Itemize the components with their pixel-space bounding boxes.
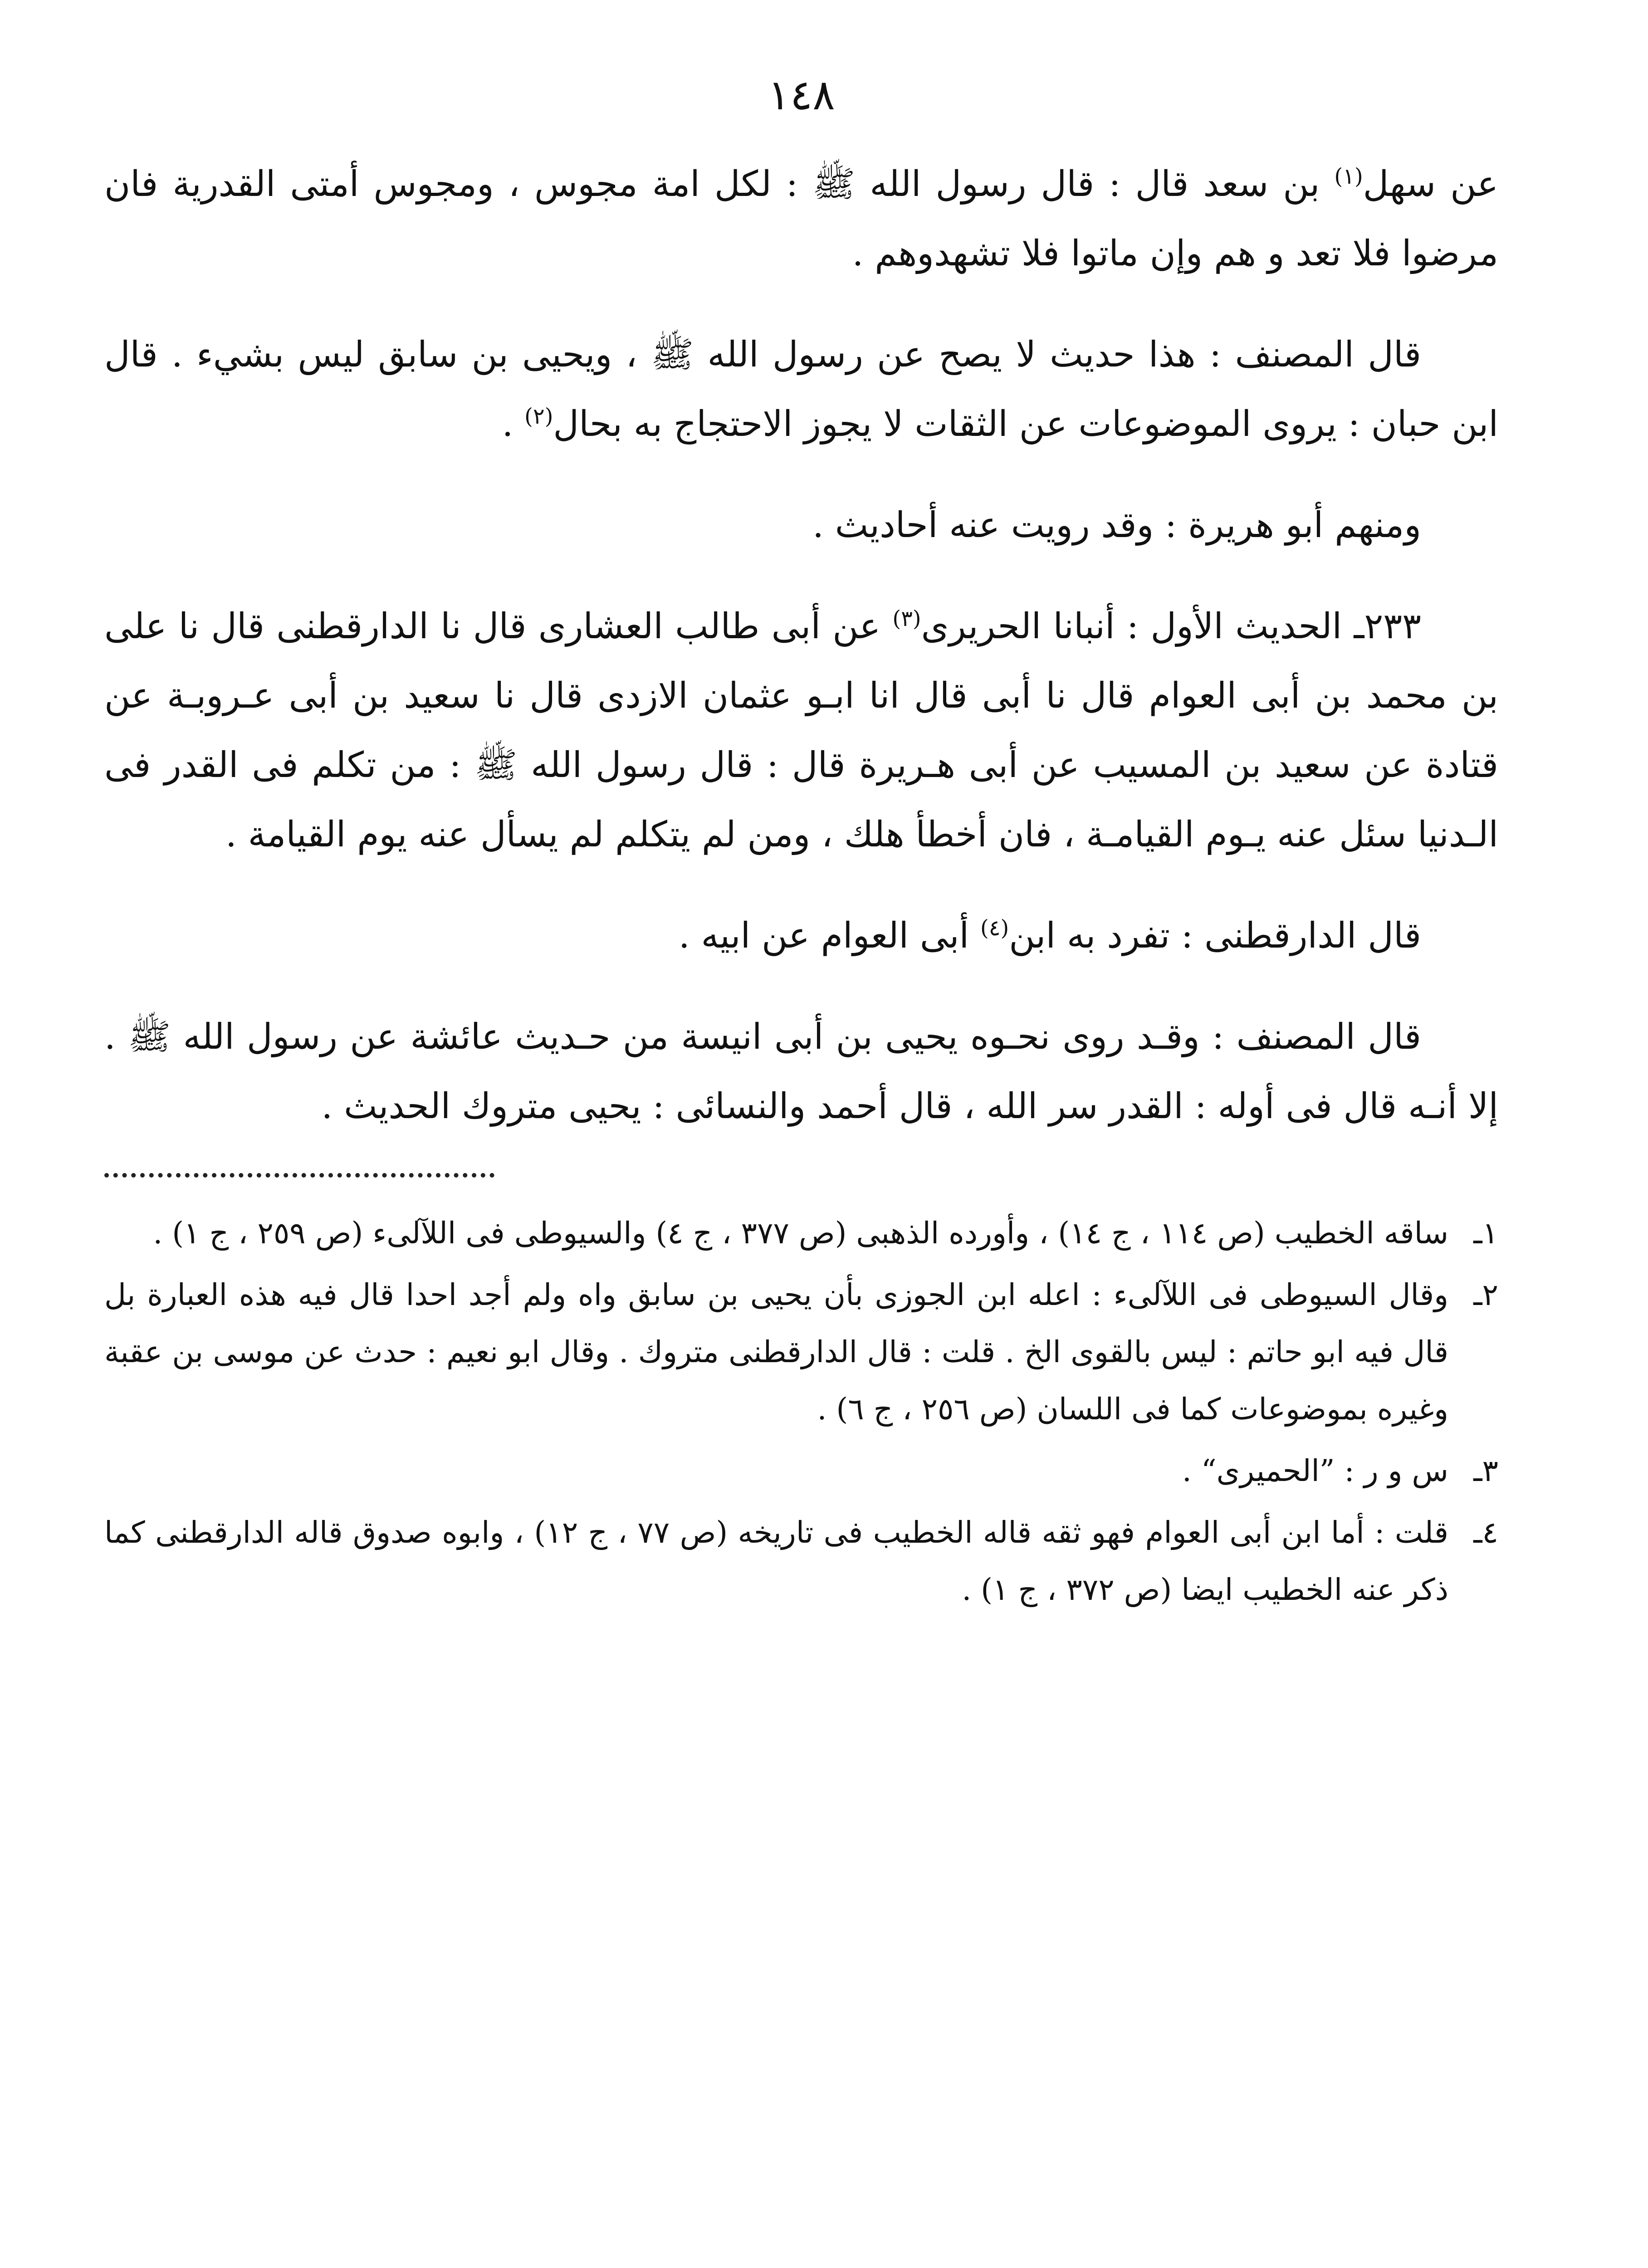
paragraph	[104, 1002, 1498, 1141]
footnote-number: ٣ـ	[1473, 1453, 1498, 1488]
paragraph-text: .	[502, 404, 525, 445]
paragraph-text: قال المصنف : هذا حديث لا يصح عن رسول الله ﷺ ، ويحيى بن سابق ليس بشيء . قال ابن حبان : يروى الموضوعات عن الثقات لا يجوز الاحتجاج به بحال	[104, 334, 1498, 445]
paragraph	[104, 901, 1498, 971]
footnote-item	[104, 1266, 1498, 1438]
paragraph	[104, 491, 1498, 560]
paragraph-text: عن أبى طالب العشارى قال نا الدارقطنى قال نا على بن محمد بن أبى العوام قال نا أبى قال انا ابـو عثمان الازدى قال نا سعيد بن أبى عـروبـة عن قتادة عن سعيد بن المسيب عن أبى هـريرة قال : قال رسول الله ﷺ : من تكلم فى القدر فى الـدنيا سئل عنه يـوم القيامـة ، فان أخطأ هلك ، ومن لم يتكلم لم يسأل عنه يوم القيامة .	[104, 606, 1498, 855]
footnote-number: ١ـ	[1473, 1216, 1498, 1251]
paragraph-text: عن سهل	[1363, 164, 1498, 205]
footnote-marker: (١)	[1334, 164, 1363, 189]
footnote-separator-wrap	[104, 1173, 1498, 1178]
paragraph	[104, 592, 1498, 870]
paragraph-text: بن سعد قال : قال رسول الله ﷺ : لكل امة مجوس ، ومجوس أمتى القدرية فان مرضوا فلا تعد و هم وإن ماتوا فلا تشهدوهم .	[104, 164, 1498, 274]
paragraph-text: ٢٣٣ـ الحديث الأول : أنبانا الحريرى	[921, 606, 1421, 647]
main-text	[104, 150, 1498, 1141]
footnote-text: ساقه الخطيب (ص ١١٤ ، ج ١٤) ، وأورده الذهبى (ص ٣٧٧ ، ج ٤) والسيوطى فى اللآلىء (ص ٢٥٩ ، ج ١) .	[153, 1216, 1448, 1251]
paragraph-text: أبى العوام عن ابيه .	[678, 915, 981, 956]
footnote-item	[104, 1442, 1498, 1500]
footnote-separator	[104, 1173, 494, 1178]
paragraph	[104, 320, 1498, 459]
page-number: ١٤٨	[768, 71, 835, 119]
paragraph	[104, 150, 1498, 288]
paragraph-text: قال المصنف : وقـد روى نحـوه يحيى بن أبى انيسة من حـديث عائشة عن رسول الله ﷺ . إلا أنـه قال فى أوله : القدر سر الله ، قال أحمد والنسائى : يحيى متروك الحديث .	[104, 1017, 1498, 1127]
footnote-number: ٤ـ	[1473, 1515, 1498, 1550]
footnotes	[104, 1205, 1498, 1618]
footnote-text: وقال السيوطى فى اللآلىء : اعله ابن الجوزى بأن يحيى بن سابق واه ولم أجد احدا قال فيه هذه العبارة بل قال فيه ابو حاتم : ليس بالقوى الخ . قلت : قال الدارقطنى متروك . وقال ابو نعيم : حدث عن موسى بن عقبة وغيره بموضوعات كما فى اللسان (ص ٢٥٦ ، ج ٦) .	[104, 1277, 1448, 1427]
footnote-item	[104, 1205, 1498, 1262]
paragraph-text: قال الدارقطنى : تفرد به ابن	[1009, 915, 1421, 956]
footnote-marker: (٣)	[892, 606, 921, 631]
footnote-text: س و ر : ”الحميرى“ .	[1182, 1453, 1448, 1488]
footnote-number: ٢ـ	[1473, 1277, 1498, 1312]
paragraph-text: ومنهم أبو هريرة : وقد رويت عنه أحاديث .	[812, 505, 1421, 546]
footnote-marker: (٤)	[980, 915, 1009, 941]
footnote-text: قلت : أما ابن أبى العوام فهو ثقه قاله الخطيب فى تاريخه (ص ٧٧ ، ج ١٢) ، وابوه صدوق قاله الدارقطنى كما ذكر عنه الخطيب ايضا (ص ٣٧٢ ، ج ١) .	[104, 1515, 1449, 1607]
footnote-item	[104, 1504, 1498, 1618]
footnote-marker: (٢)	[524, 404, 553, 429]
